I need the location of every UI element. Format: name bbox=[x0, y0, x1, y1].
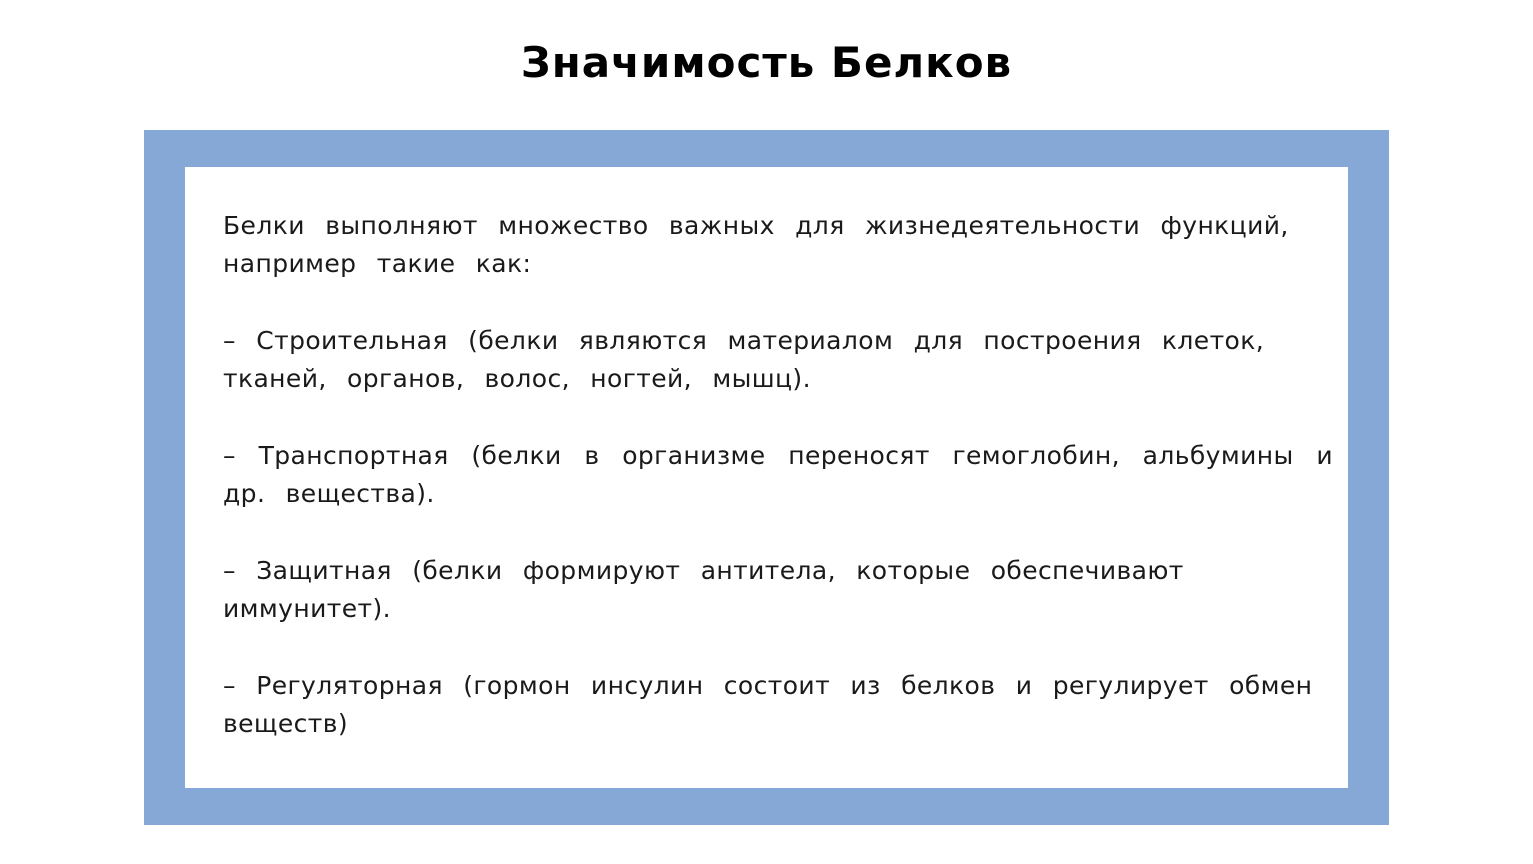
text-panel bbox=[185, 167, 1348, 788]
content-text bbox=[223, 207, 1333, 782]
slide-title: Значимость Белков bbox=[520, 38, 1013, 87]
function-item-construction: – Строительная (белки являются материалом для построения клеток, тканей, органов, волос, ногтей, мышц). bbox=[223, 326, 1265, 393]
function-item-transport: – Транспортная (белки в организме переносят гемоглобин, альбумины и др. вещества). bbox=[223, 441, 1333, 508]
intro-paragraph: Белки выполняют множество важных для жизнедеятельности функций, например такие как: bbox=[223, 211, 1289, 278]
content-frame bbox=[144, 130, 1389, 825]
function-item-protective: – Защитная (белки формируют антитела, которые обеспечивают иммунитет). bbox=[223, 556, 1184, 623]
function-item-regulatory: – Регуляторная (гормон инсулин состоит из белков и регулирует обмен веществ) bbox=[223, 671, 1313, 738]
